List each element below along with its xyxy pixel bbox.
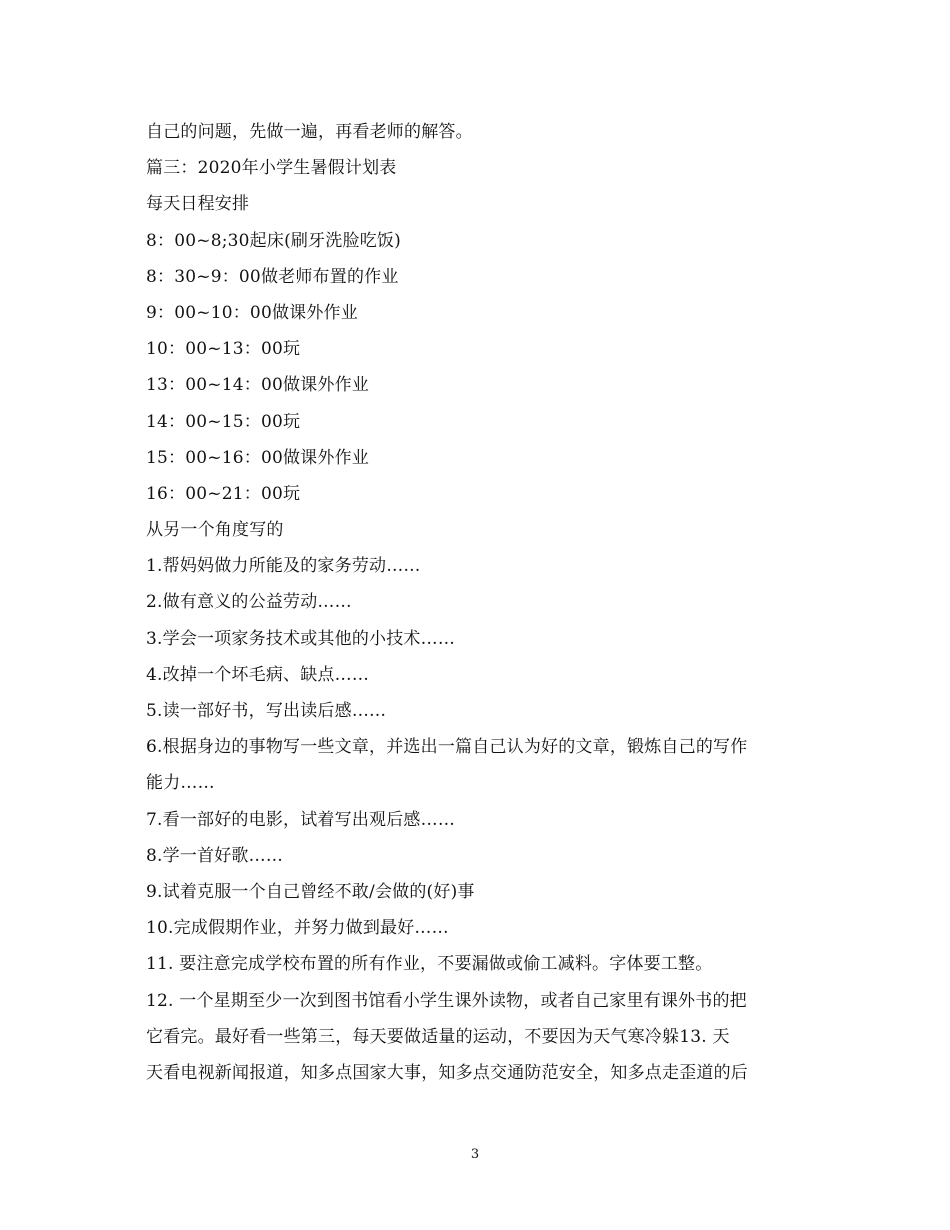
document-body bbox=[146, 114, 806, 1091]
schedule-item: 13：00~14：00做课外作业 bbox=[146, 375, 369, 396]
schedule-item: 16：00~21：00玩 bbox=[146, 483, 301, 504]
list-item: 7.看一部好的电影，试着写出观后感…… bbox=[146, 809, 456, 830]
list-item: 1.帮妈妈做力所能及的家务劳动…… bbox=[146, 556, 421, 577]
subheading: 每天日程安排 bbox=[146, 194, 250, 215]
list-item: 12. 一个星期至少一次到图书馆看小学生课外读物，或者自己家里有课外书的把 bbox=[146, 990, 747, 1011]
list-item-continuation: 能力…… bbox=[146, 773, 215, 794]
subheading: 从另一个角度写的 bbox=[146, 520, 284, 541]
page-number: 3 bbox=[470, 1147, 480, 1162]
list-item-continuation: 它看完。最好看一些第三，每天要做适量的运动，不要因为天气寒冷躲13. 天 bbox=[146, 1026, 730, 1047]
schedule-item: 15：00~16：00做课外作业 bbox=[146, 447, 369, 468]
list-item: 5.读一部好书，写出读后感…… bbox=[146, 701, 387, 721]
text-line: 自己的问题，先做一遍，再看老师的解答。 bbox=[146, 122, 473, 142]
schedule-item: 8：00~8;30起床(刷牙洗脸吃饭) bbox=[146, 230, 401, 251]
list-item: 6.根据身边的事物写一些文章，并选出一篇自己认为好的文章，锻炼自己的写作 bbox=[146, 737, 748, 758]
schedule-item: 14：00~15：00玩 bbox=[146, 411, 301, 432]
schedule-item: 9：00~10：00做课外作业 bbox=[146, 302, 358, 323]
schedule-item: 10：00~13：00玩 bbox=[146, 339, 301, 360]
list-item: 3.学会一项家务技术或其他的小技术…… bbox=[146, 628, 456, 649]
list-item: 10.完成假期作业，并努力做到最好…… bbox=[146, 918, 449, 939]
list-item: 2.做有意义的公益劳动…… bbox=[146, 592, 352, 613]
list-item: 11. 要注意完成学校布置的所有作业，不要漏做或偷工减料。字体要工整。 bbox=[146, 954, 713, 975]
list-item: 9.试着克服一个自己曾经不敢/会做的(好)事 bbox=[146, 881, 475, 902]
section-heading: 篇三：2020年小学生暑假计划表 bbox=[146, 158, 397, 179]
list-item-continuation: 天看电视新闻报道，知多点国家大事，知多点交通防范安全，知多点走歪道的后 bbox=[146, 1062, 748, 1083]
list-item: 4.改掉一个坏毛病、缺点…… bbox=[146, 664, 370, 685]
schedule-item: 8：30~9：00做老师布置的作业 bbox=[146, 266, 399, 287]
list-item: 8.学一首好歌…… bbox=[146, 845, 284, 866]
